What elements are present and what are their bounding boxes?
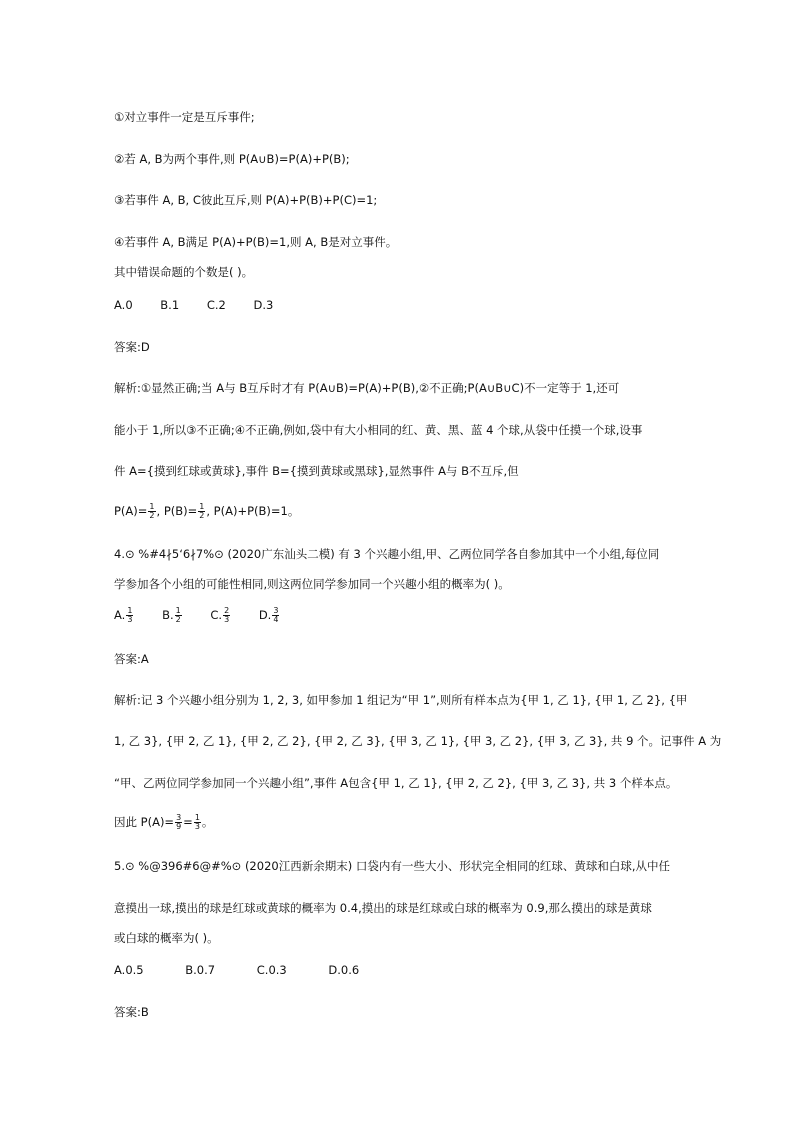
fraction-half-a bbox=[148, 503, 155, 520]
q4-analysis-line-3: “甲、乙两位同学参加同一个兴趣小组”,事件 A包含{甲 1, 乙 1}, {甲 2, 乙 2}, {甲 3, 乙 3}, 共 3 个样本点。 bbox=[114, 776, 678, 790]
statement-4: ④若事件 A, B满足 P(A)+P(B)=1,则 A, B是对立事件。 bbox=[114, 235, 398, 249]
q3-analysis-line-3: 件 A={摸到红球或黄球},事件 B={摸到黄球或黑球},显然事件 A与 B不互斥,但 bbox=[114, 464, 519, 478]
fraction-numerator: 1 bbox=[194, 813, 200, 822]
pb-label: , P(B)= bbox=[156, 504, 198, 518]
pa-label: P(A)= bbox=[114, 504, 148, 518]
option-letter: D. bbox=[258, 608, 272, 622]
option-fraction bbox=[223, 607, 230, 624]
q3-analysis-line-4 bbox=[114, 503, 299, 520]
option-d bbox=[259, 607, 281, 624]
equals-sign: = bbox=[183, 815, 193, 829]
statement-1: ①对立事件一定是互斥事件; bbox=[114, 110, 255, 124]
q4-analysis-line-2: 1, 乙 3}, {甲 2, 乙 1}, {甲 2, 乙 2}, {甲 2, 乙 3}, {甲 3, 乙 1}, {甲 3, 乙 2}, {甲 3, 乙 3}, 共 9 个。记事件 A 为 bbox=[114, 734, 722, 748]
q3-answer: 答案:D bbox=[114, 340, 150, 354]
option-c: C.0.3 bbox=[256, 963, 287, 977]
q4-header: 4.⊙ %#4∤5‘6∤7%⊙ (2020广东汕头二模) 有 3 个兴趣小组,甲、乙两位同学各自参加其中一个小组,每位同 bbox=[114, 547, 660, 561]
conclusion-prefix: 因此 P(A)= bbox=[114, 815, 175, 829]
fraction-three-ninths bbox=[175, 814, 182, 831]
q3-analysis-line-1: 解析:①显然正确;当 A与 B互斥时才有 P(A∪B)=P(A)+P(B),②不正确;P(A∪B∪C)不一定等于 1,还可 bbox=[114, 381, 620, 395]
option-letter: A. bbox=[114, 608, 126, 622]
option-c bbox=[210, 607, 231, 624]
conclusion-end: 。 bbox=[201, 815, 214, 829]
option-fraction bbox=[175, 607, 182, 624]
fraction-numerator: 1 bbox=[149, 502, 155, 511]
fraction-denominator: 3 bbox=[224, 615, 230, 624]
option-a: A.0 bbox=[114, 298, 133, 312]
option-fraction bbox=[272, 607, 279, 624]
option-letter: B. bbox=[162, 608, 174, 622]
q5-line-2: 意摸出一球,摸出的球是红球或黄球的概率为 0.4,摸出的球是红球或白球的概率为 0.9,那么摸出的球是黄球 bbox=[114, 901, 652, 915]
fraction-half-b bbox=[198, 503, 205, 520]
q4-header-line-2: 学参加各个小组的可能性相同,则这两位同学参加同一个兴趣小组的概率为( )。 bbox=[114, 577, 510, 591]
option-b bbox=[162, 607, 183, 624]
q5-line-3: 或白球的概率为( )。 bbox=[114, 931, 219, 945]
option-b: B.1 bbox=[160, 298, 180, 312]
q5-options bbox=[114, 962, 397, 978]
fraction-denominator: 2 bbox=[149, 511, 155, 520]
q4-analysis-line-1: 解析:记 3 个兴趣小组分别为 1, 2, 3, 如甲参加 1 组记为“甲 1”,则所有样本点为{甲 1, 乙 1}, {甲 1, 乙 2}, {甲 bbox=[114, 693, 688, 707]
fraction-numerator: 1 bbox=[175, 606, 181, 615]
q5-header: 5.⊙ %@396#6@#%⊙ (2020江西新余期末) 口袋内有一些大小、形状完全相同的红球、黄球和白球,从中任 bbox=[114, 859, 670, 873]
q3-options bbox=[114, 297, 297, 313]
fraction-numerator: 3 bbox=[273, 606, 279, 615]
sum-label: , P(A)+P(B)=1。 bbox=[206, 504, 300, 518]
q4-options bbox=[114, 607, 304, 624]
option-b: B.0.7 bbox=[185, 963, 216, 977]
q4-answer: 答案:A bbox=[114, 652, 149, 666]
fraction-denominator: 9 bbox=[176, 822, 182, 831]
fraction-one-third bbox=[194, 814, 201, 831]
option-a: A.0.5 bbox=[114, 963, 144, 977]
fraction-numerator: 3 bbox=[176, 813, 182, 822]
option-letter: C. bbox=[210, 608, 223, 622]
fraction-denominator: 3 bbox=[194, 822, 200, 831]
fraction-numerator: 1 bbox=[127, 606, 133, 615]
question-text: 其中错误命题的个数是( )。 bbox=[114, 265, 254, 279]
option-c: C.2 bbox=[206, 298, 226, 312]
fraction-denominator: 3 bbox=[127, 615, 133, 624]
option-a bbox=[114, 607, 134, 624]
q3-analysis-line-2: 能小于 1,所以③不正确;④不正确,例如,袋中有大小相同的红、黄、黑、蓝 4 个球,从袋中任摸一个球,设事 bbox=[114, 423, 643, 437]
fraction-numerator: 1 bbox=[199, 502, 205, 511]
option-d: D.0.6 bbox=[328, 963, 360, 977]
statement-2: ②若 A, B为两个事件,则 P(A∪B)=P(A)+P(B); bbox=[114, 152, 350, 166]
option-d: D.3 bbox=[253, 298, 274, 312]
option-fraction bbox=[126, 607, 133, 624]
q5-answer: 答案:B bbox=[114, 1005, 149, 1019]
fraction-denominator: 4 bbox=[273, 615, 279, 624]
q4-conclusion bbox=[114, 814, 213, 831]
statement-3: ③若事件 A, B, C彼此互斥,则 P(A)+P(B)+P(C)=1; bbox=[114, 193, 378, 207]
fraction-denominator: 2 bbox=[175, 615, 181, 624]
fraction-numerator: 2 bbox=[224, 606, 230, 615]
fraction-denominator: 2 bbox=[199, 511, 205, 520]
